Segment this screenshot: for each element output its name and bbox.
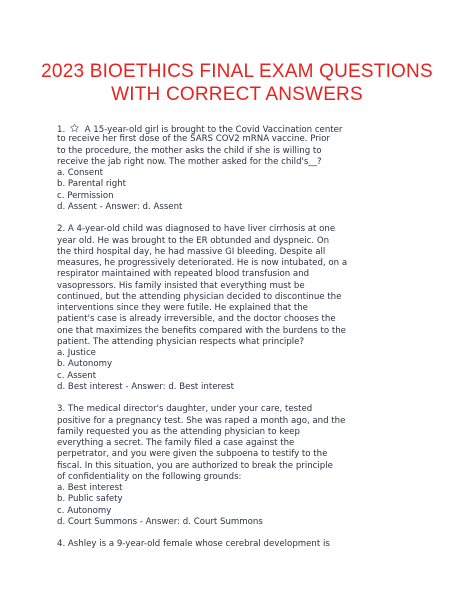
- answer-option-with-answer: d. Assent - Answer: d. Assent: [57, 201, 183, 212]
- answer-option: a. Consent: [57, 168, 104, 178]
- question-line: interventions since they were futile. He explained that the: [57, 303, 308, 313]
- question-line: respirator maintained with repeated blood transfusion and: [57, 269, 310, 280]
- question-1: [57, 123, 437, 213]
- answer-option-with-answer: d. Court Summons - Answer: d. Court Summons: [57, 516, 263, 527]
- question-line: 2. A 4-year-old child was diagnosed to have liver cirrhosis at one: [57, 224, 336, 235]
- question-line: family requested you as the attending physician to keep: [57, 426, 300, 437]
- question-line: patient. The attending physician respects what principle?: [57, 336, 305, 347]
- question-line: fiscal. In this situation, you are authorized to break the principle: [57, 460, 333, 471]
- answer-option: a. Justice: [57, 348, 96, 358]
- answer-option: b. Public safety: [57, 494, 123, 505]
- answer-option: a. Best interest: [57, 483, 123, 493]
- question-line: year old. He was brought to the ER obtunded and dyspneic. On: [57, 235, 330, 246]
- question-number: 1.: [57, 125, 66, 135]
- document-title-line-2: WITH CORRECT ANSWERS: [111, 84, 363, 105]
- questions-body: [57, 123, 437, 551]
- question-line: patient's case is already irreversible, and the doctor chooses the: [57, 314, 336, 325]
- question-line: to the procedure, the mother asks the child if she is willing to: [57, 145, 322, 156]
- question-2: [57, 224, 437, 393]
- answer-option: b. Parental right: [57, 179, 127, 190]
- question-line: continued, but the attending physician decided to discontinue the: [57, 291, 342, 302]
- question-line: to receive her first dose of the SARS COV2 mRNA vaccine. Prior: [57, 134, 330, 145]
- question-4: [57, 539, 437, 550]
- question-line: perpetrator, and you were given the subpoena to testify to the: [57, 449, 328, 460]
- question-line: 4. Ashley is a 9-year-old female whose cerebral development is: [57, 539, 330, 550]
- question-line: measures, he progressively deteriorated. He is now intubated, on a: [57, 258, 348, 268]
- question-line: the third hospital day, he had massive GI bleeding. Despite all: [57, 246, 326, 257]
- question-line: 3. The medical director's daughter, under your care, tested: [57, 404, 313, 415]
- question-3: [57, 404, 437, 528]
- answer-option: b. Autonomy: [57, 359, 113, 370]
- question-line: vasopressors. His family insisted that everything must be: [57, 280, 305, 291]
- document-title-line-1: 2023 BIOETHICS FINAL EXAM QUESTIONS: [41, 61, 433, 82]
- question-line: everything a secret. The family filed a case against the: [57, 438, 295, 448]
- star-outline-icon: [69, 123, 80, 133]
- answer-option: c. Autonomy: [57, 505, 112, 516]
- question-line: 1. A 15-year-old girl is brought to the Covid Vaccination center: [57, 125, 343, 135]
- answer-option-with-answer: d. Best interest - Answer: d. Best interest: [57, 381, 234, 392]
- question-line: one that maximizes the benefits compared with the burdens to the: [57, 325, 346, 336]
- question-line: of confidentiality on the following grounds:: [57, 471, 242, 482]
- answer-option: c. Assent: [57, 370, 97, 381]
- answer-option: c. Permission: [57, 190, 114, 201]
- question-line: positive for a pregnancy test. She was raped a month ago, and the: [57, 415, 346, 426]
- question-line: receive the jab right now. The mother asked for the child's__?: [57, 156, 322, 167]
